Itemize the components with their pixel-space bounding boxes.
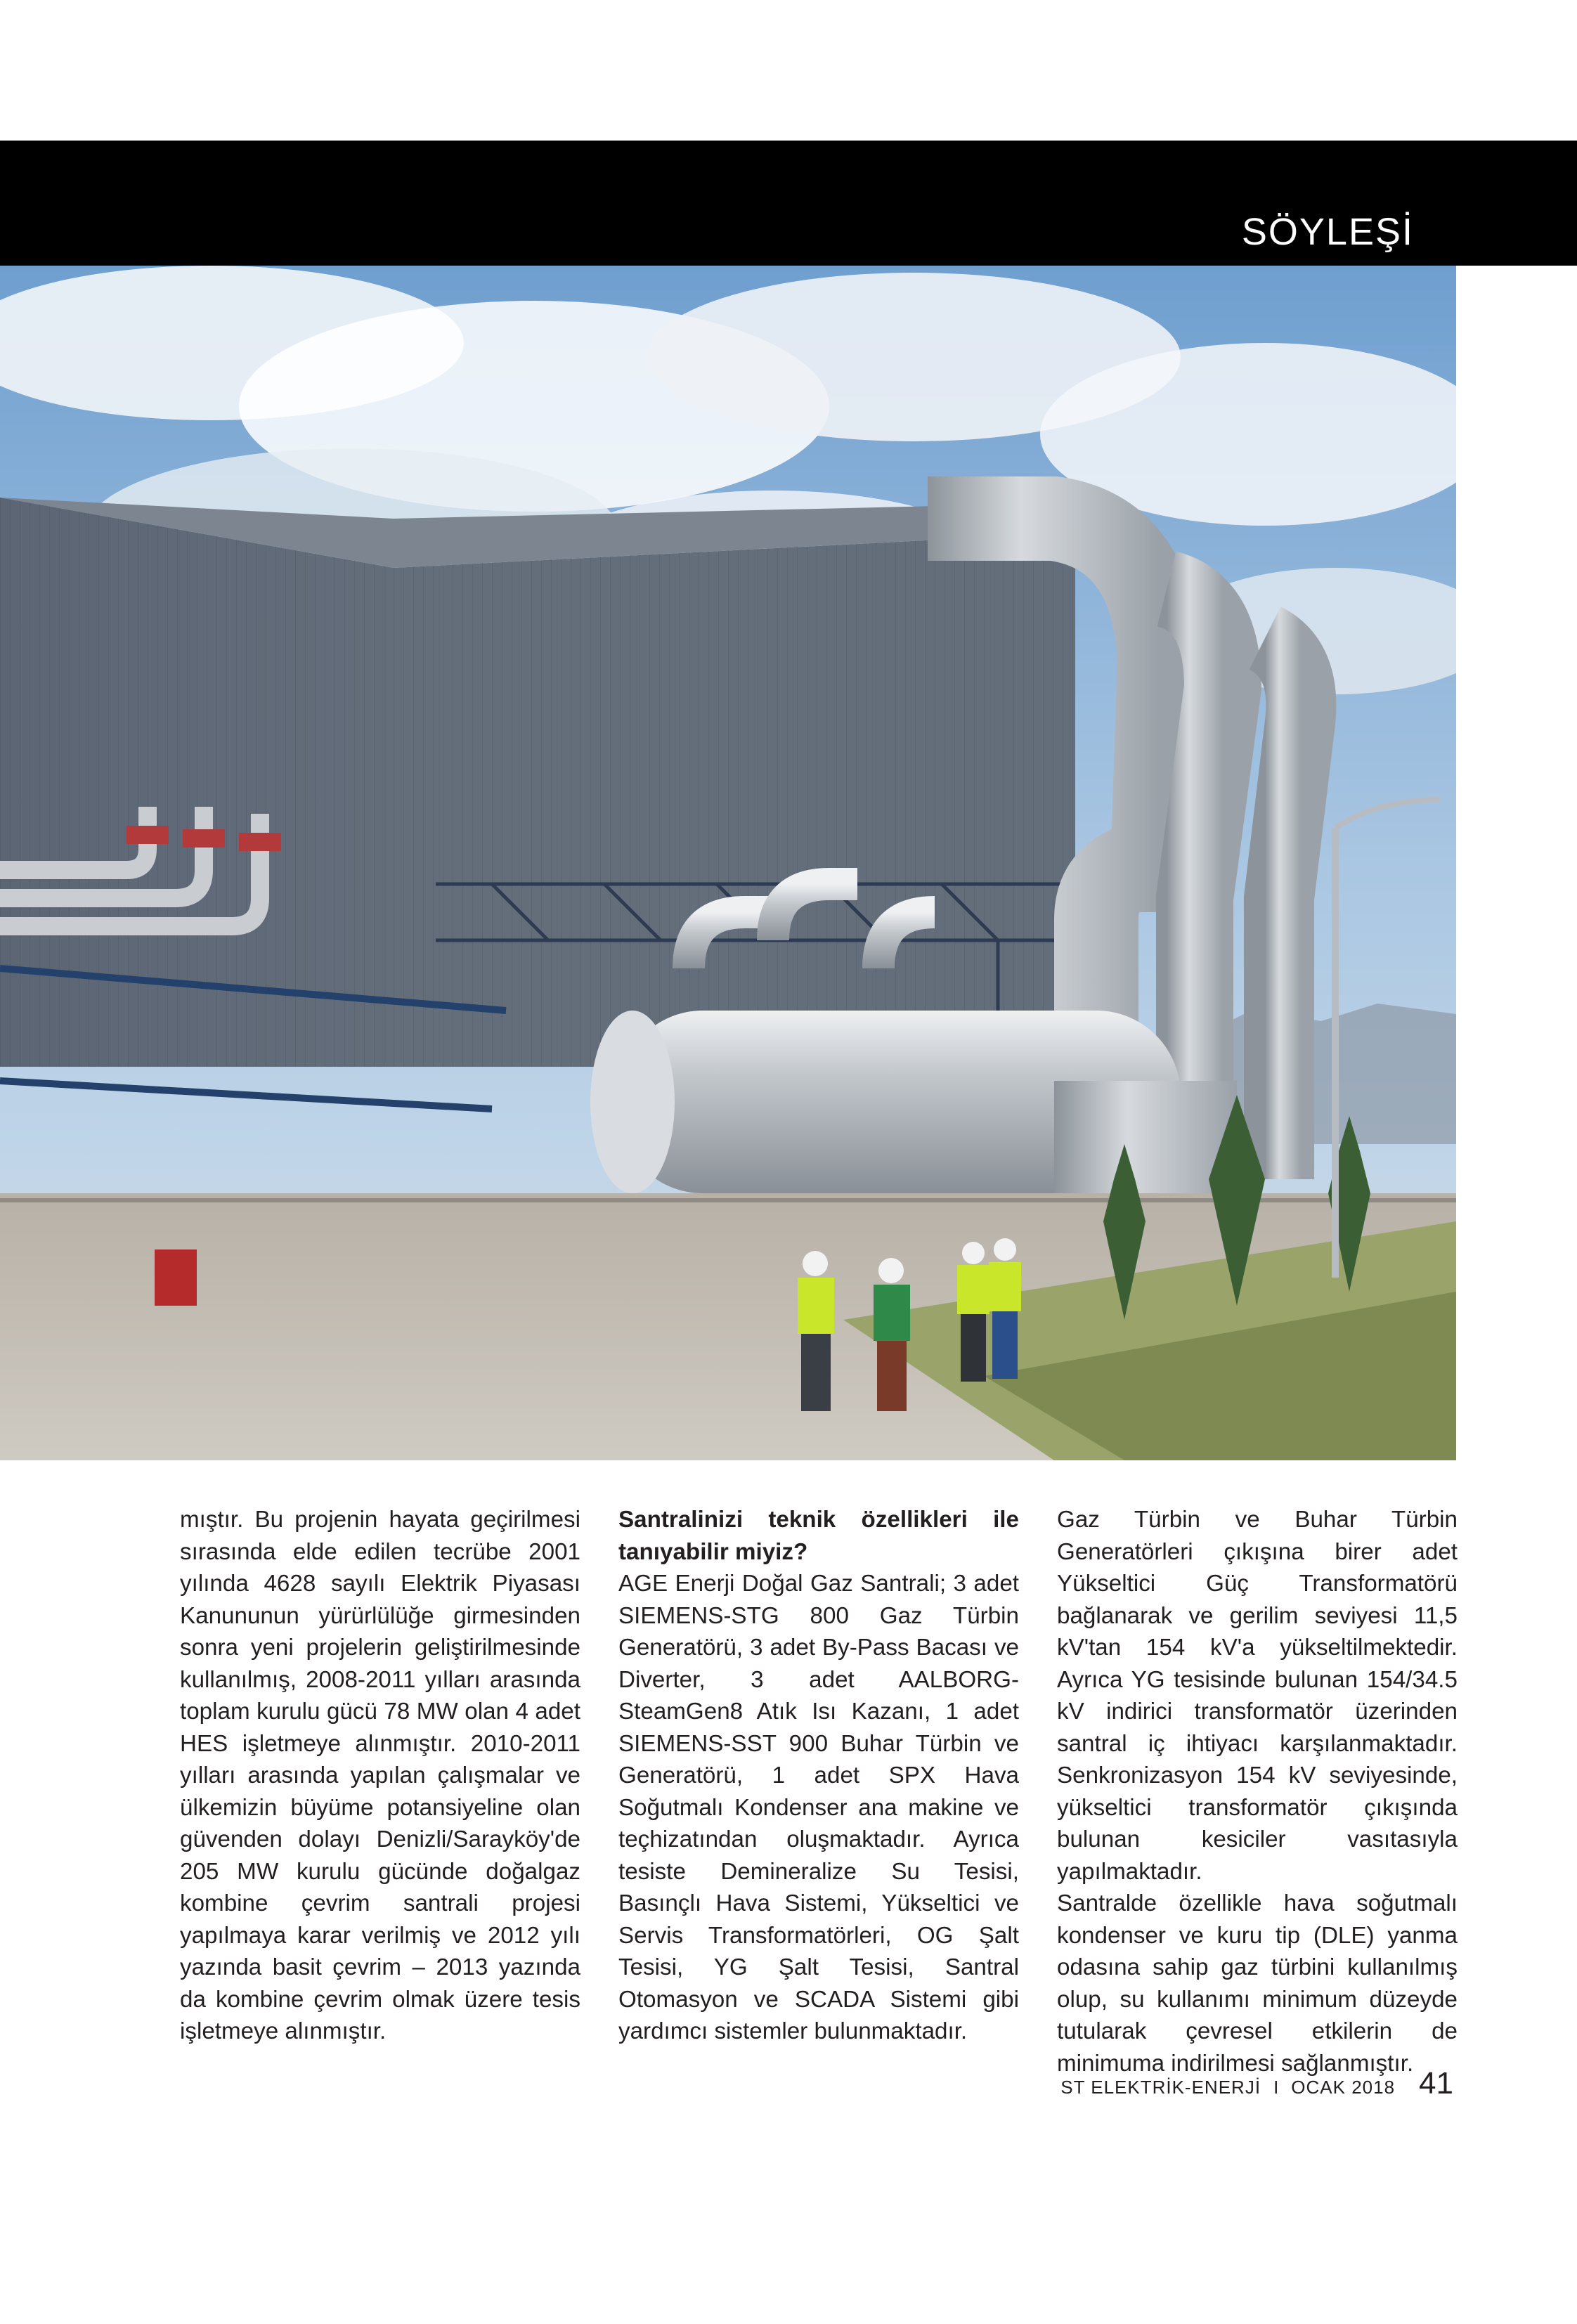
column-1-paragraph: mıştır. Bu projenin hayata geçirilmesi sırasında elde edilen tecrübe 2001 yılında 4628 sayılı Elektrik Piyasası Kanununun yürürlülüğe girmesinden sonra yeni projelerin geliştirilmesinde kullanılmış, 2008-2011 yılları arasında toplam kurulu gücü 78 MW olan 4 adet HES işletmeye alınmıştır. 2010-2011 yılları arasında yapılan çalışmalar ve ülkemizin büyüme potansiyeline olan güvenden dolayı Denizli/Sarayköy'de 205 MW kurulu gücünde doğalgaz kombine çevrim santrali projesi yapılmaya karar verilmiş ve 2012 yılı yazında basit çevrim – 2013 yazında da kombine çevrim olmak üzere tesis işletmeye alınmıştır. xyxy=(180,1507,580,2044)
text-column-1 xyxy=(180,1504,580,2048)
power-plant-photo xyxy=(0,266,1456,1460)
interview-question: Santralinizi teknik özellikleri ile tanıyabilir miyiz? xyxy=(618,1507,1019,1565)
text-column-3 xyxy=(1057,1504,1458,2079)
publication-name: ST ELEKTRİK-ENERJİ xyxy=(1060,2077,1261,2098)
text-column-2 xyxy=(618,1504,1019,2048)
column-3-paragraph-2: Santralde özellikle hava soğutmalı kondenser ve kuru tip (DLE) yanma odasına sahip gaz türbini kullanılmış olup, su kullanımı minimum düzeyde tutularak çevresel etkilerin de minimuma indirilmesi sağlanmıştır. xyxy=(1057,1890,1458,2077)
column-3-paragraph-1: Gaz Türbin ve Buhar Türbin Generatörleri çıkışına birer adet Yükseltici Güç Transformatörü bağlanarak ve gerilim seviyesi 11,5 kV'tan 154 kV'a yükseltilmektedir. Ayrıca YG tesisinde bulunan 154/34.5 kV indirici transformatör üzerinden santral iç ihtiyacı karşılanmaktadır. Senkronizasyon 154 kV seviyesinde, yükseltici transformatör çıkışında bulunan kesiciler vasıtasıyla yapılmaktadır. xyxy=(1057,1507,1458,1885)
section-title: SÖYLEŞİ xyxy=(1241,211,1414,253)
page-number: 41 xyxy=(1419,2066,1453,2101)
footer-separator: I xyxy=(1273,2077,1279,2098)
interview-answer: AGE Enerji Doğal Gaz Santrali; 3 adet SIEMENS-STG 800 Gaz Türbin Generatörü, 3 adet By-Pass Bacası ve Diverter, 3 adet AALBORG-SteamGen8 Atık Isı Kazanı, 1 adet SIEMENS-SST 900 Buhar Türbin ve Generatörü, 1 adet SPX Hava Soğutmalı Kondenser ana makine ve teçhizatından oluşmaktadır. Ayrıca tesiste Demineralize Su Tesisi, Basınçlı Hava Sistemi, Yükseltici ve Servis Transformatörleri, OG Şalt Tesisi, YG Şalt Tesisi, Santral Otomasyon ve SCADA Sistemi gibi yardımcı sistemler bulunmaktadır. xyxy=(618,1571,1019,2044)
page-footer xyxy=(1060,2066,1453,2108)
issue-date: OCAK 2018 xyxy=(1291,2077,1396,2098)
header-band xyxy=(0,141,1577,266)
